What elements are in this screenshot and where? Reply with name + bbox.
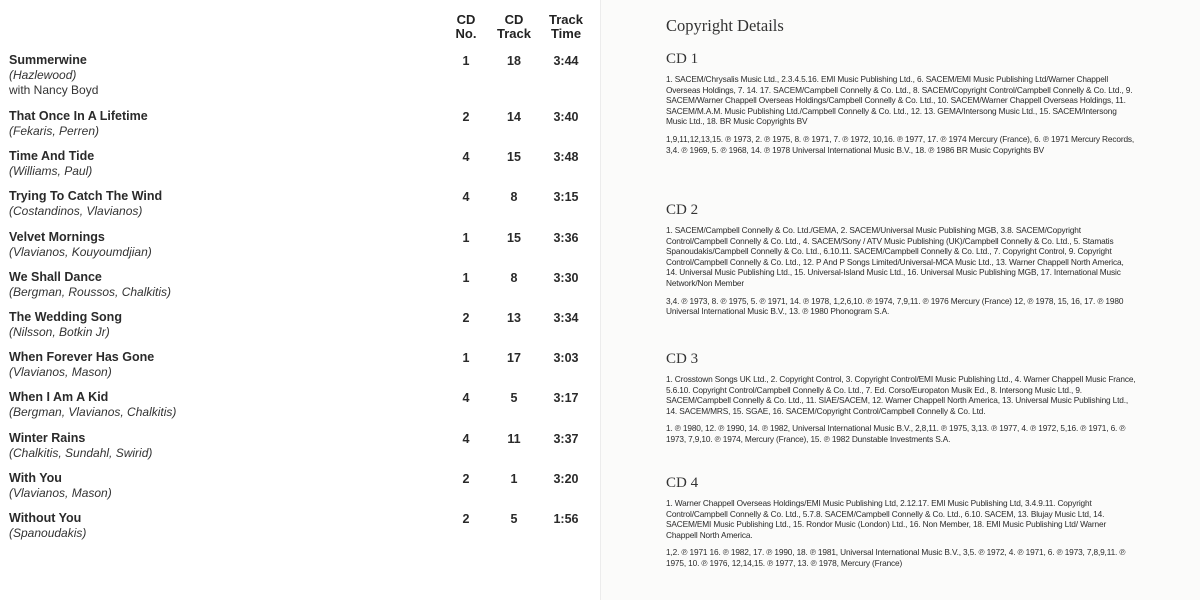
track-cd-track: 15 — [507, 150, 521, 165]
header-cd-track-label: CD Track — [497, 12, 531, 41]
track-composers: (Bergman, Vlavianos, Chalkitis) — [9, 405, 177, 420]
track-list — [0, 51, 600, 549]
track-composers: (Hazlewood) — [9, 68, 77, 82]
header-cd-no-label: CD No. — [455, 12, 477, 41]
phonographic-credits: 1,2. ℗ 1971 16. ℗ 1982, 17. ℗ 1990, 18. ℗ 1981, Universal International Music B.V., 3,5. ℗ 1972, 4. ℗ 1971, 6. ℗ 1973, 7,8,9,11. ℗ 1975, 10. ℗ 1976, 12,14,15. ℗ 1977, 13. ℗ 1978, Mercury (France) — [666, 547, 1126, 568]
track-cd-no: 2 — [462, 471, 470, 486]
track-cd-no: 4 — [462, 150, 470, 165]
track-row — [0, 268, 600, 308]
track-row — [0, 187, 600, 227]
copyright-section-cd2 — [666, 201, 1136, 324]
track-row — [0, 308, 600, 348]
copyright-section-cd3 — [666, 350, 1136, 452]
track-composers: (Chalkitis, Sundahl, Swirid) — [9, 445, 153, 460]
track-cd-track: 14 — [507, 110, 521, 124]
track-title: Time And Tide — [9, 149, 95, 164]
track-cd-no: 1 — [462, 230, 470, 245]
track-cd-track: 5 — [510, 391, 518, 406]
track-time: 3:37 — [553, 431, 579, 446]
header-track-time — [536, 13, 596, 41]
track-title: Without You — [9, 510, 82, 525]
header-track-time-label: Track Time — [549, 12, 583, 41]
track-composers: (Costandinos, Vlavianos) — [9, 204, 143, 219]
track-title: When Forever Has Gone — [9, 350, 155, 365]
track-row — [0, 147, 600, 187]
track-cd-track: 15 — [507, 230, 521, 245]
track-time: 3:48 — [553, 150, 579, 165]
publishing-credits: 1. SACEM/Chrysalis Music Ltd., 2.3.4.5.16. EMI Music Publishing Ltd., 6. SACEM/EMI Music Publishing Ltd/Warner Chappell Overseas Holdings, 7. 14. 17. SACEM/Campbell Connelly & Co. Ltd., 8. SACEM/Copyright Control/Campbell Connelly & Co. Ltd., 9. SACEM/Warner Chappell Overseas Holdings/Campbell Connelly & Co. Ltd., 10. SACEM/Warner Chappell Overseas Holdings, 11. SACEM/M.A.M. Music Publishing Ltd./Campbell Connelly & Co. Ltd., 12. 13. GEMA/Intersong Music Ltd., 15. SACEM/Intersong Music Ltd., 18. BR Music Copyrights BV — [666, 74, 1133, 127]
track-title: Winter Rains — [9, 430, 86, 445]
track-cd-track: 8 — [510, 270, 518, 285]
track-cd-no: 4 — [462, 431, 470, 446]
track-cd-track: 5 — [510, 511, 518, 526]
copyright-title: Copyright Details — [666, 16, 784, 35]
track-cd-track: 11 — [507, 431, 521, 446]
track-cd-track: 8 — [510, 190, 518, 205]
track-title: Trying To Catch The Wind — [9, 189, 163, 204]
header-cd-track — [484, 13, 544, 41]
track-cd-track: 18 — [507, 54, 521, 68]
track-cd-no: 2 — [462, 310, 470, 325]
track-title: Velvet Mornings — [9, 229, 105, 244]
track-cd-track: 17 — [507, 351, 521, 366]
track-cd-no: 1 — [462, 270, 470, 285]
track-time: 3:44 — [553, 54, 579, 68]
track-cd-no: 1 — [462, 351, 470, 366]
phonographic-credits: 1. ℗ 1980, 12. ℗ 1990, 14. ℗ 1982, Universal International Music B.V., 2,8,11. ℗ 1975, 3,13. ℗ 1977, 4. ℗ 1972, 5,16. ℗ 1971, 6. ℗ 1973, 7,9,10. ℗ 1974, Mercury (France), 15. ℗ 1982 Dunstable Investments S.A. — [666, 423, 1126, 444]
phonographic-credits: 1,9,11,12,13,15. ℗ 1973, 2. ℗ 1975, 8. ℗ 1971, 7. ℗ 1972, 10,16. ℗ 1977, 17. ℗ 1974 Mercury (France), 6. ℗ 1971 Mercury Records, 3,4. ℗ 1969, 5. ℗ 1968, 14. ℗ 1978 Universal International Music B.V., 18. ℗ 1986 BR Music Copyrights BV — [666, 133, 1135, 155]
track-title: With You — [9, 470, 62, 485]
track-composers: (Nilsson, Botkin Jr) — [9, 324, 110, 339]
track-cd-no: 2 — [462, 110, 470, 124]
section-heading: CD 4 — [666, 475, 699, 491]
track-title: We Shall Dance — [9, 269, 102, 284]
track-composers: (Fekaris, Perren) — [9, 124, 100, 138]
publishing-credits: 1. SACEM/Campbell Connelly & Co. Ltd./GEMA, 2. SACEM/Universal Music Publishing MGB, 3.8. SACEM/Copyright Control/Campbell Connelly & Co. Ltd., 4. SACEM/Sony / ATV Music Publishing (UK)/Campbell Connelly & Co. Ltd., 5. Stamatis Spanoudakis/Campbell Connelly & Co. Ltd., 6.10.11. SACEM/Campbell Connelly & Co. Ltd., 7. Copyright Control, 9. Copyright Control/Campbell Connelly & Co. Ltd., 12. P And P Songs Limited/Universal-MCA Music Ltd., 13. Warner Chappell North America, 14. Universal Music Publishing Ltd., 15. Universal-Island Music Ltd., 16. Universal Music Publishing MGB, 17. International Music Network/Non Member — [666, 225, 1124, 288]
track-cd-no: 4 — [462, 391, 470, 406]
track-composers: (Spanoudakis) — [9, 525, 87, 540]
track-time: 3:40 — [553, 110, 579, 124]
track-time: 3:03 — [553, 351, 579, 366]
track-time: 3:17 — [553, 391, 579, 406]
track-row — [0, 429, 600, 469]
track-time: 3:20 — [553, 471, 579, 486]
track-row — [0, 469, 600, 509]
track-cd-no: 1 — [462, 54, 470, 68]
track-row — [0, 509, 600, 549]
column-headers — [0, 13, 600, 43]
track-row — [0, 107, 600, 147]
publishing-credits: 1. Crosstown Songs UK Ltd., 2. Copyright Control, 3. Copyright Control/EMI Music Publishing Ltd., 4. Warner Chappell Music France, 5.6.10. Copyright Control/Campbell Connelly & Co. Ltd., 7. Ed. Corso/Europaton Musik Ed., 8. Intersong Music Ltd., 9. SACEM/Campbell Connelly & Co. Ltd., 11. SIAE/SACEM, 12. Warner Chappell North America, 13. Universal Music Publishing Ltd., 14. SACEM/MRS, 15. SGAE, 16. SACEM/Copyright Control/Campbell Connelly & Co. Ltd. — [666, 374, 1136, 416]
track-row — [0, 388, 600, 428]
track-cd-track: 13 — [507, 310, 521, 325]
track-featuring: with Nancy Boyd — [9, 83, 99, 97]
copyright-page — [600, 0, 1200, 600]
copyright-section-cd1 — [666, 50, 1136, 162]
track-cd-no: 2 — [462, 511, 470, 526]
track-title: When I Am A Kid — [9, 390, 109, 405]
section-heading: CD 3 — [666, 351, 699, 367]
track-time: 3:34 — [553, 310, 579, 325]
track-cd-no: 4 — [462, 190, 470, 205]
track-row — [0, 348, 600, 388]
track-composers: (Vlavianos, Mason) — [9, 365, 112, 380]
track-time: 3:36 — [553, 230, 579, 245]
track-title: The Wedding Song — [9, 309, 122, 324]
copyright-section-cd4 — [666, 474, 1136, 576]
track-row — [0, 51, 600, 107]
track-composers: (Vlavianos, Mason) — [9, 485, 112, 500]
section-heading: CD 2 — [666, 202, 699, 218]
track-composers: (Williams, Paul) — [9, 164, 93, 179]
phonographic-credits: 3,4. ℗ 1973, 8. ℗ 1975, 5. ℗ 1971, 14. ℗ 1978, 1,2,6,10. ℗ 1974, 7,9,11. ℗ 1976 Mercury (France) 12, ℗ 1978, 15, 16, 17. ℗ 1980 Universal International Music B.V., 13. ℗ 1980 Phonogram S.A. — [666, 295, 1124, 317]
track-composers: (Vlavianos, Kouyoumdjian) — [9, 244, 152, 259]
track-composers: (Bergman, Roussos, Chalkitis) — [9, 284, 172, 299]
track-row — [0, 228, 600, 268]
track-time: 3:15 — [553, 190, 579, 205]
track-time: 3:30 — [553, 270, 579, 285]
section-heading: CD 1 — [666, 51, 699, 67]
track-title: That Once In A Lifetime — [9, 109, 148, 123]
track-title: Summerwine — [9, 53, 87, 67]
track-cd-track: 1 — [510, 471, 518, 486]
track-time: 1:56 — [553, 511, 579, 526]
publishing-credits: 1. Warner Chappell Overseas Holdings/EMI Music Publishing Ltd, 2.12.17. EMI Music Publishing Ltd, 3.4.9.11. Copyright Control/Campbell Connelly & Co. Ltd., 5.7.8. SACEM/Campbell Connelly & Co. Ltd., 6.10. SACEM, 13. Blujay Music Ltd, 14. SACEM/EMI Music Publishing Ltd., 15. Rondor Music (London) Ltd., 16. Non Member, 18. EMI Music Publishing Ltd/ Warner Chappell North America. — [666, 498, 1107, 540]
